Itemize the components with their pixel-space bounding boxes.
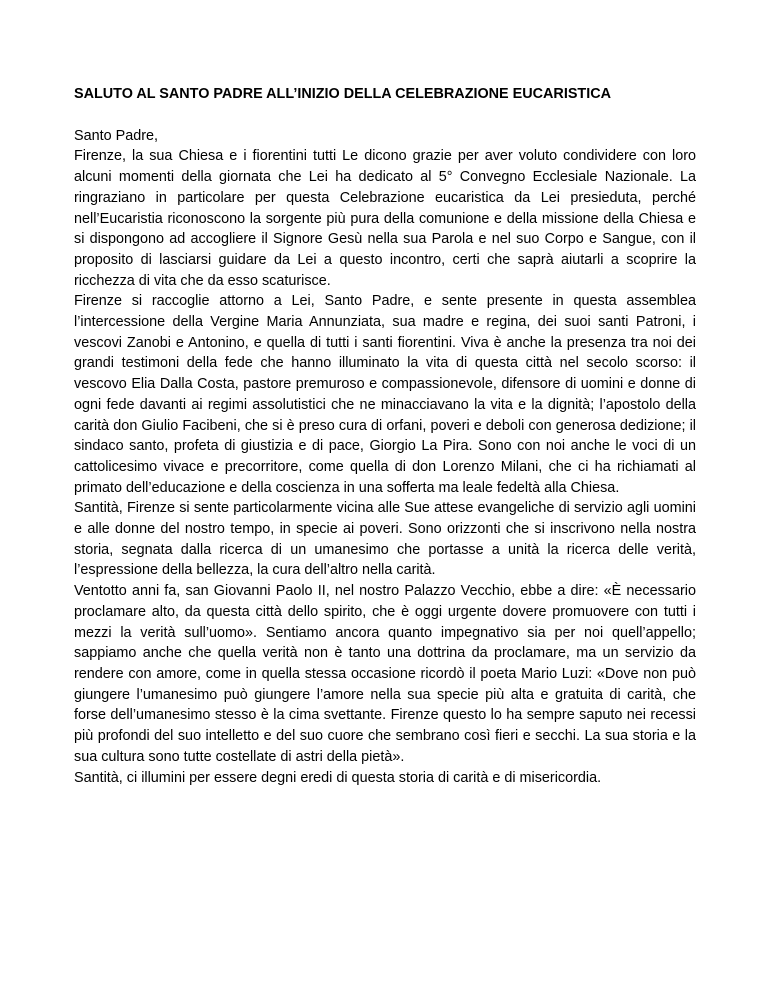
paragraph-4: Ventotto anni fa, san Giovanni Paolo II, nel nostro Palazzo Vecchio, ebbe a dire: «È necessario proclamare alto, da questa città dello spirito, che è oggi urgente dovere promuovere con tutti i mezzi la verità sull’uomo». Sentiamo ancora quanto impegnativo sia per noi quell’appello; sappiamo anche che quella verità non è tanto una dottrina da proclamare, ma un servizio da rendere con amore, come in quella stessa occasione ricordò il poeta Mario Luzi: «Dove non può giungere l’umanesimo può giungere l’amore nella sua specie più alta e gratuita di carità, che forse dell’umanesimo stesso è la cima svettante. Firenze questo lo ha sempre saputo nei recessi più profondi del suo intelletto e del suo cuore che sembrano così fieri e secchi. La sua storia e la sua cultura sono tutte costellate di astri della pietà». <box>74 583 696 765</box>
salutation: Santo Padre, <box>74 127 159 144</box>
paragraph-3: Santità, Firenze si sente particolarmente vicina alle Sue attese evangeliche di servizio agli uomini e alle donne del nostro tempo, in specie ai poveri. Sono orizzonti che si inscrivono nella nostra storia, segnata dalla ricerca di un umanesimo che portasse a unità la ricerca delle verità, l’espressione della bellezza, la cura dell’altro nella carità. <box>74 500 696 579</box>
document-title: SALUTO AL SANTO PADRE ALL’INIZIO DELLA CELEBRAZIONE EUCARISTICA <box>74 86 611 102</box>
paragraph-1: Firenze, la sua Chiesa e i fiorentini tutti Le dicono grazie per aver voluto condividere con loro alcuni momenti della giornata che Lei ha dedicato al 5° Convegno Ecclesiale Nazionale. La ringraziano in particolare per questa Celebrazione eucaristica da Lei presieduta, perché nell’Eucaristia riconoscono la sorgente più pura della comunione e della missione della Chiesa e si dispongono ad accogliere il Signore Gesù nella sua Parola e nel suo Corpo e Sangue, con il proposito di lasciarsi guidare da Lei a questo incontro, certi che saprà aiutarli a scoprire la ricchezza di vita che da esso scaturisce. <box>74 148 696 289</box>
document-page <box>74 84 696 788</box>
paragraph-5: Santità, ci illumini per essere degni eredi di questa storia di carità e di misericordia. <box>74 769 602 786</box>
paragraph-2: Firenze si raccoglie attorno a Lei, Santo Padre, e sente presente in questa assemblea l’intercessione della Vergine Maria Annunziata, sua madre e regina, dei suoi santi Patroni, i vescovi Zanobi e Antonino, e quella di tutti i santi fiorentini. Viva è anche la presenza tra noi dei grandi testimoni della fede che hanno illuminato la vita di questa città nel secolo scorso: il vescovo Elia Dalla Costa, pastore premuroso e compassionevole, difensore di uomini e donne di ogni fede davanti ai regimi assolutistici che ne minacciavano la vita e la dignità; l’apostolo della carità don Giulio Facibeni, che si è preso cura di orfani, poveri e deboli con generosa dedizione; il sindaco santo, profeta di giustizia e di pace, Giorgio La Pira. Sono con noi anche le voci di un cattolicesimo vivace e precorritore, come quella di don Lorenzo Milani, che ci ha richiamati al primato dell’educazione e della coscienza in una sofferta ma leale fedeltà alla Chiesa. <box>74 293 696 496</box>
